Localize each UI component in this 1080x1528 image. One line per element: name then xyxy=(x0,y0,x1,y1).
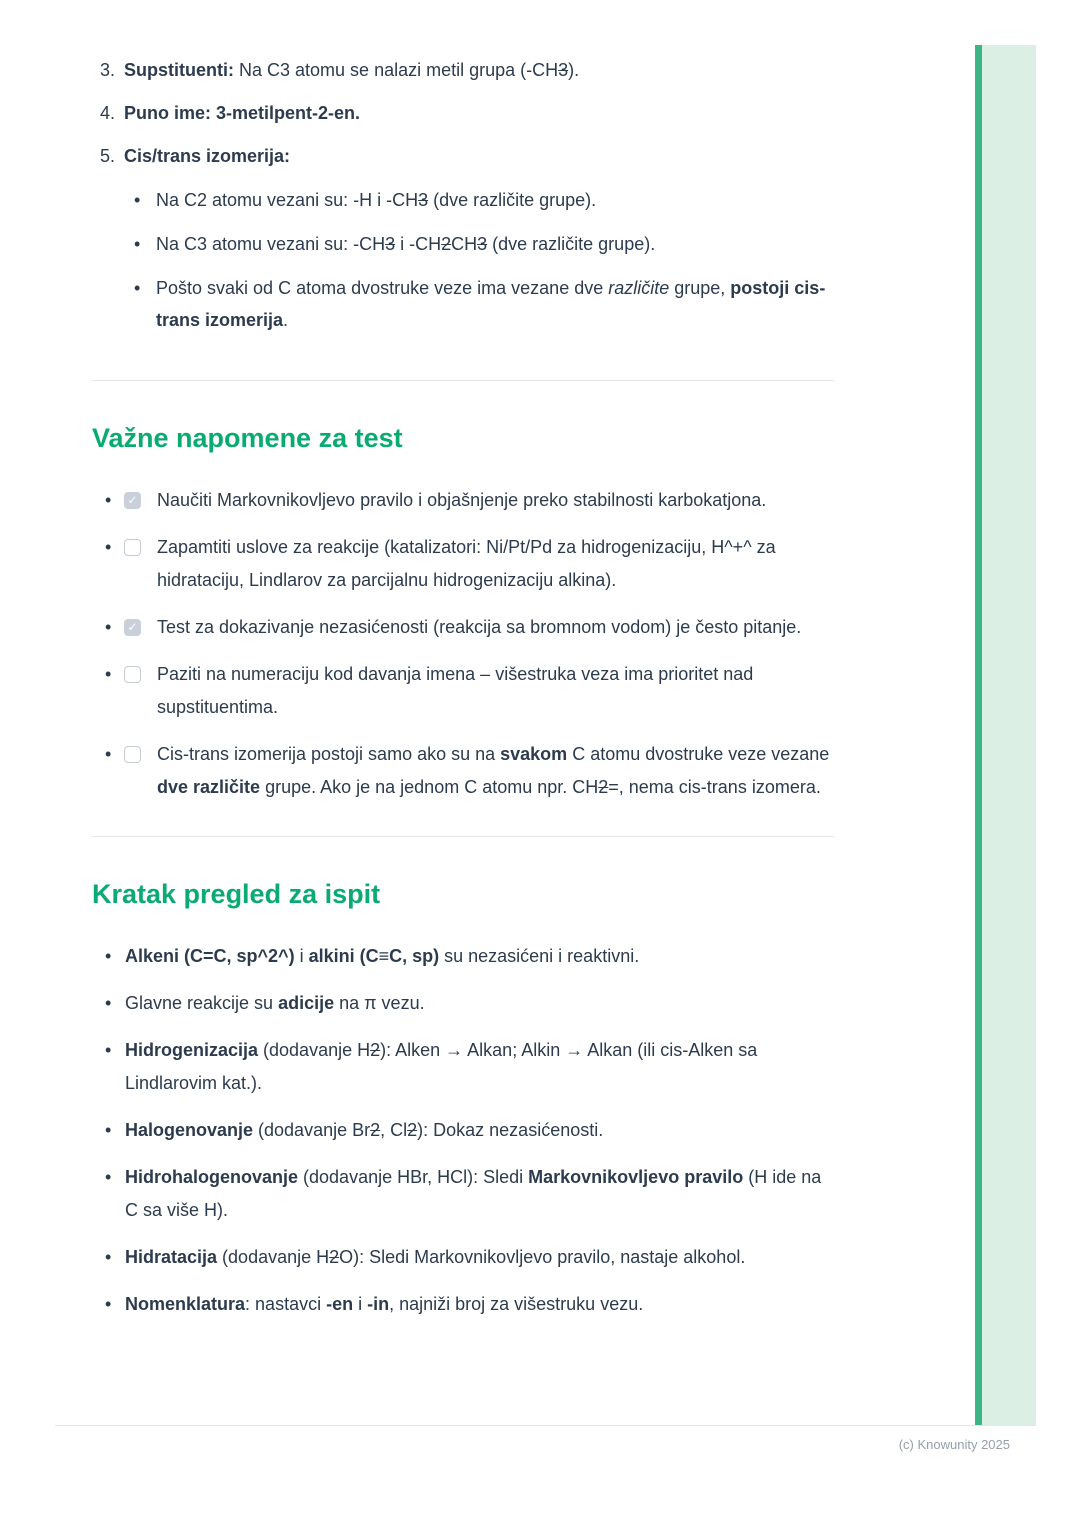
bullet-icon: • xyxy=(105,993,112,1013)
item-text xyxy=(125,1114,834,1147)
section-divider xyxy=(92,380,834,381)
text-segment: Hidrohalogenovanje xyxy=(125,1167,299,1187)
review-item xyxy=(92,1114,834,1147)
item-text xyxy=(124,54,834,86)
review-item xyxy=(92,1034,834,1100)
notes-checklist xyxy=(92,484,834,804)
right-accent-band xyxy=(982,45,1036,1425)
text-segment: (dve različite grupe). xyxy=(428,190,597,210)
text-segment: Paziti na numeraciju kod davanja imena – višestruka veza ima prioritet nad supstituentima. xyxy=(157,664,754,717)
footer-copyright: (c) Knowunity 2025 xyxy=(898,1437,1010,1452)
sub-bullet-item xyxy=(134,272,834,336)
checklist-item xyxy=(92,531,834,597)
text-segment: Nomenklatura xyxy=(125,1294,246,1314)
bullet-icon: • xyxy=(105,1040,112,1060)
text-segment: 2 xyxy=(598,777,609,797)
text-segment: O): Sledi Markovnikovljevo pravilo, nastaje alkohol. xyxy=(339,1247,746,1267)
text-segment: ). xyxy=(568,60,580,80)
checklist-item xyxy=(92,611,834,644)
bullet-icon: • xyxy=(105,744,112,764)
sub-bullet-item xyxy=(134,184,834,216)
review-item xyxy=(92,1161,834,1227)
bullet-icon: • xyxy=(105,490,112,510)
review-item xyxy=(92,1241,834,1274)
numbered-item xyxy=(100,54,834,86)
text-segment: (dodavanje HBr, HCl): Sledi xyxy=(298,1167,529,1187)
item-text xyxy=(125,1034,834,1100)
text-segment: 2 xyxy=(441,234,452,254)
item-number: 4. xyxy=(100,103,116,123)
bullet-icon: • xyxy=(105,1167,112,1187)
text-segment: Cis/trans izomerija: xyxy=(124,146,291,166)
text-segment: 3 xyxy=(385,234,396,254)
item-text xyxy=(125,987,834,1020)
text-segment: Supstituenti: xyxy=(124,60,234,80)
text-segment: i xyxy=(294,946,309,966)
text-segment: Zapamtiti uslove za reakcije (katalizatori: Ni/Pt/Pd za hidrogenizaciju, H^+^ za hidrataciju, Lindlarov za parcijalnu hidrogenizaciju alkina). xyxy=(157,537,776,590)
text-segment: 2 xyxy=(329,1247,340,1267)
review-item xyxy=(92,940,834,973)
text-segment: grupe, xyxy=(669,278,731,298)
text-segment: 2 xyxy=(370,1040,381,1060)
text-segment: 3 xyxy=(418,190,429,210)
text-segment: ): Alken → Alkan; Alkin → Alkan (ili cis-Alken sa Lindlarovim kat.). xyxy=(125,1040,758,1093)
sub-bullet-list xyxy=(124,184,834,336)
text-segment: : nastavci xyxy=(245,1294,327,1314)
text-segment: Hidrogenizacija xyxy=(125,1040,259,1060)
text-segment: -en xyxy=(326,1294,354,1314)
item-text xyxy=(156,272,834,336)
text-segment: . xyxy=(283,310,289,330)
bullet-icon: • xyxy=(105,617,112,637)
text-segment: Test za dokazivanje nezasićenosti (reakcija sa bromnom vodom) je često pitanje. xyxy=(157,617,802,637)
text-segment: 2 xyxy=(407,1120,418,1140)
numbered-item xyxy=(100,140,834,348)
text-segment: i -CH xyxy=(395,234,442,254)
item-number: 3. xyxy=(100,60,116,80)
item-number: 5. xyxy=(100,146,116,166)
text-segment: Alkeni (C=C, sp^2^) xyxy=(125,946,295,966)
text-segment: 3 xyxy=(558,60,569,80)
text-segment: alkini (C≡C, sp) xyxy=(308,946,440,966)
text-segment: -in xyxy=(367,1294,390,1314)
section-title-notes: Važne napomene za test xyxy=(92,423,403,453)
text-segment: (dve različite grupe). xyxy=(487,234,656,254)
bullet-icon: • xyxy=(105,1247,112,1267)
bullet-icon: • xyxy=(105,1294,112,1314)
item-text xyxy=(124,140,834,348)
item-text xyxy=(156,228,834,260)
document-content xyxy=(92,54,834,1335)
item-text xyxy=(124,97,834,129)
text-segment: svakom xyxy=(500,744,568,764)
sub-bullet-item xyxy=(134,228,834,260)
text-segment: su nezasićeni i reaktivni. xyxy=(439,946,640,966)
bullet-icon: • xyxy=(105,946,112,966)
text-segment: (dodavanje H xyxy=(217,1247,330,1267)
review-item xyxy=(92,987,834,1020)
review-item xyxy=(92,1288,834,1321)
checkbox-unchecked-icon[interactable] xyxy=(124,746,141,763)
text-segment: (H ide na C sa više H). xyxy=(125,1167,822,1220)
item-text xyxy=(157,531,834,597)
bullet-icon: • xyxy=(105,664,112,684)
text-segment: =, nema cis-trans izomera. xyxy=(608,777,821,797)
text-segment: ): Dokaz nezasićenosti. xyxy=(417,1120,604,1140)
text-segment: Cis-trans izomerija postoji samo ako su na xyxy=(157,744,501,764)
section-divider xyxy=(92,836,834,837)
numbered-item xyxy=(100,97,834,129)
text-segment: postoji cis-trans izomerija xyxy=(156,278,826,330)
text-segment: 3 xyxy=(477,234,488,254)
text-segment: C atomu dvostruke veze vezane xyxy=(567,744,830,764)
text-segment: Na C3 atomu vezani su: -CH xyxy=(156,234,386,254)
text-segment: Hidratacija xyxy=(125,1247,218,1267)
text-segment: (dodavanje H xyxy=(258,1040,371,1060)
checklist-item xyxy=(92,738,834,804)
text-segment: 2 xyxy=(370,1120,381,1140)
footer-divider xyxy=(55,1425,1036,1426)
bullet-icon: • xyxy=(134,278,141,298)
text-segment: različite xyxy=(608,278,670,298)
text-segment: Halogenovanje xyxy=(125,1120,254,1140)
text-segment: (dodavanje Br xyxy=(253,1120,371,1140)
bullet-icon: • xyxy=(105,537,112,557)
item-text xyxy=(156,184,834,216)
text-segment: dve različite xyxy=(157,777,261,797)
text-segment: Na C2 atomu vezani su: -H i -CH xyxy=(156,190,419,210)
text-segment: grupe. Ako je na jednom C atomu npr. CH xyxy=(260,777,599,797)
text-segment: Naučiti Markovnikovljevo pravilo i objašnjenje preko stabilnosti karbokatjona. xyxy=(157,490,767,510)
text-segment: Glavne reakcije su xyxy=(125,993,279,1013)
text-segment: Markovnikovljevo pravilo xyxy=(528,1167,744,1187)
item-text xyxy=(125,1161,834,1227)
item-text xyxy=(157,484,834,517)
review-list xyxy=(92,940,834,1321)
item-text xyxy=(157,738,834,804)
text-segment: Puno ime: 3-metilpent-2-en. xyxy=(124,103,361,123)
checkbox-checked-icon[interactable]: ✓ xyxy=(124,619,141,636)
item-text xyxy=(157,658,834,724)
right-accent-stripe xyxy=(975,45,982,1425)
checkbox-unchecked-icon[interactable] xyxy=(124,666,141,683)
item-text xyxy=(157,611,834,644)
text-segment: CH xyxy=(451,234,478,254)
bullet-icon: • xyxy=(134,234,141,254)
checkbox-unchecked-icon[interactable] xyxy=(124,539,141,556)
item-text xyxy=(125,1288,834,1321)
text-segment: na π vezu. xyxy=(334,993,425,1013)
checklist-item xyxy=(92,484,834,517)
numbered-list xyxy=(92,54,834,348)
section-title-review: Kratak pregled za ispit xyxy=(92,879,381,909)
text-segment: , Cl xyxy=(380,1120,408,1140)
text-segment: Pošto svaki od C atoma dvostruke veze ima vezane dve xyxy=(156,278,609,298)
checkbox-checked-icon[interactable]: ✓ xyxy=(124,492,141,509)
text-segment: i xyxy=(353,1294,368,1314)
item-text xyxy=(125,1241,834,1274)
item-text xyxy=(125,940,834,973)
checklist-item xyxy=(92,658,834,724)
bullet-icon: • xyxy=(105,1120,112,1140)
bullet-icon: • xyxy=(134,190,141,210)
text-segment: Na C3 atomu se nalazi metil grupa (-CH xyxy=(234,60,559,80)
text-segment: , najniži broj za višestruku vezu. xyxy=(389,1294,644,1314)
text-segment: adicije xyxy=(278,993,335,1013)
